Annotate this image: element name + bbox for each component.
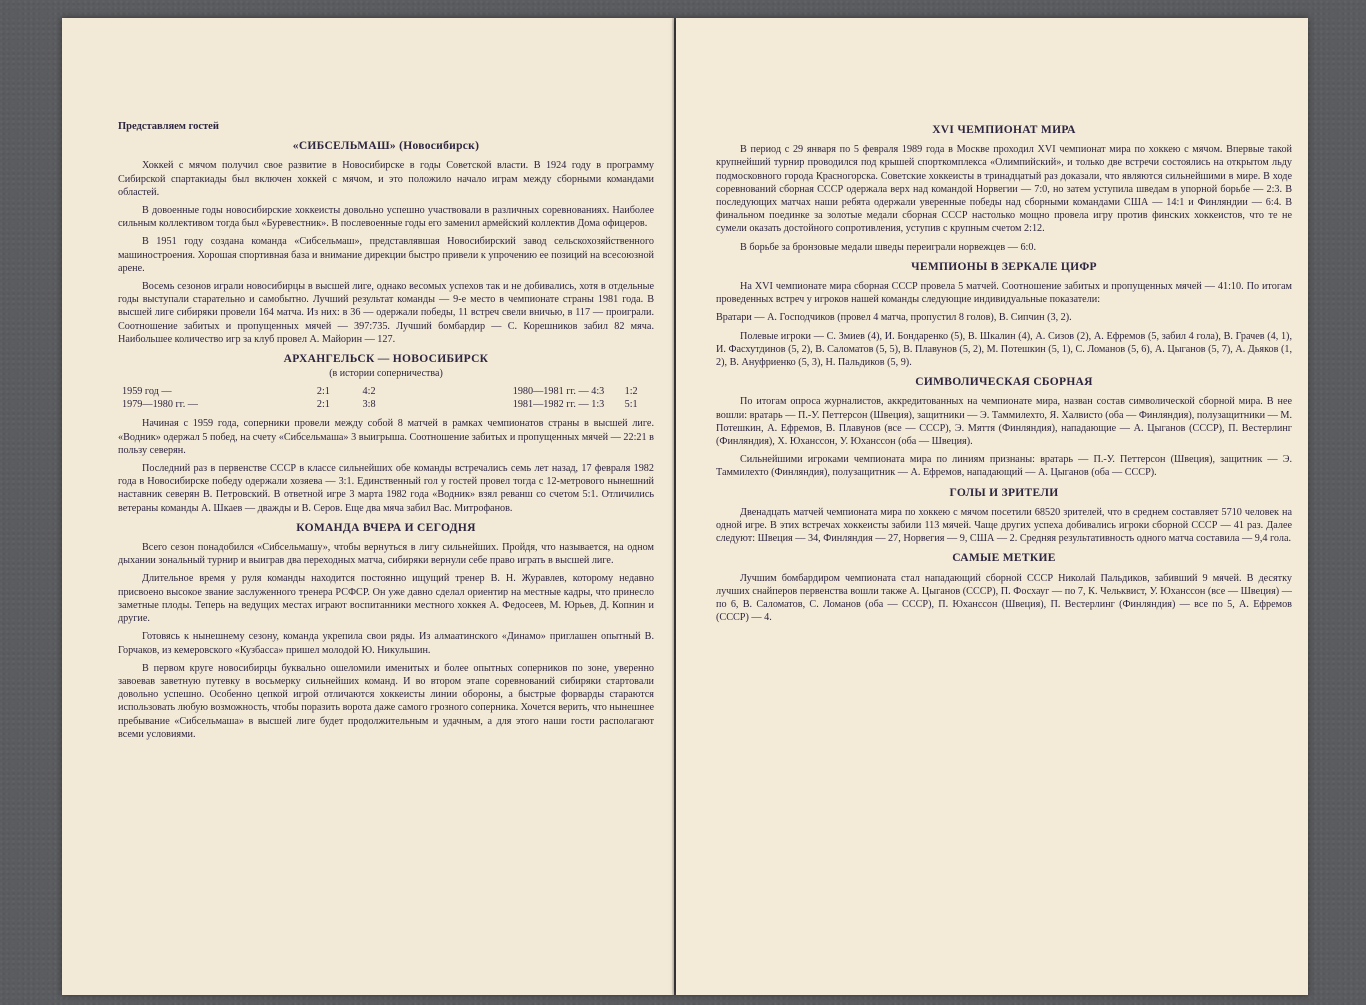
score-cell: 4:2: [362, 386, 376, 398]
paragraph: По итогам опроса журналистов, аккредитованных на чемпионате мира, назван состав символической сборной мира. В нее вошли: вратарь — П.-У. Петтерсон (Швеция), защитники — Э. Таммилехто, Я. Халвисто (оба — Финляндия), полузащитники — М. Потешкин, А. Ефремов, В. Плавунов (все — СССР), Э. Мяття (Финляндия), нападающие — А. Цыганов (СССР), П. Вестерлинг (Финляндия), Х. Юхансcон, У. Юхансcон (оба — Швеция).: [716, 396, 1292, 448]
paragraph: Последний раз в первенстве СССР в классе сильнейших обе команды встречались семь лет назад, 17 февраля 1982 года в Новосибирске победу одержали хозяева — 3:1. Единственный гол у гостей провел тогда с 12-метрового нынешний наставник северян В. Петровский. В ответной игре 3 марта 1982 года «Водник» взял реванш со счетом 5:1. Отличились ветераны команды А. Шкаев — дважды и В. Серов. Еще два мяча забил Вас. Митрофанов.: [118, 463, 654, 514]
paragraph: В довоенные годы новосибирские хоккеисты довольно успешно участвовали в различных соревнованиях. Наиболее сильным коллективом тогда был «Буревестник». В послевоенные годы его заменил армейский коллектив Дома офицеров.: [118, 205, 654, 230]
season-cell: 1959 год —: [122, 386, 172, 398]
paragraph: В борьбе за бронзовые медали шведы переиграли норвежцев — 6:0.: [740, 241, 1037, 253]
paragraph: Полевые игроки — С. Змиев (4), И. Бондаренко (5), В. Шкалин (4), А. Сизов (2), А. Ефремов (5, забил 4 гола), В. Грачев (4, 1), И. Фасхутдинов (5, 2), В. Саломатов (5, 5), В. Плавунов (5, 2), М. Потешкин (5, 1), С. Ломанов (5, 6), А. Цыганов (5, 7), А. Дьяков (1, 2), В. Ануфриенко (5, 3), Н. Пальдиков (5, 9).: [716, 330, 1292, 369]
history-subtitle: (в истории соперничества): [329, 368, 443, 380]
paragraph: Длительное время у руля команды находится постоянно ищущий тренер В. Н. Журавлев, которому недавно присвоено высокое звание заслуженного тренера РСФСР. Он уже давно сделал ориентир на местные кадры, что принесло заметные плоды. Теперь на ведущих местах играют воспитанники местного хоккея А. Федосеев, М. Юрьев, Д. Копнин и другие.: [118, 573, 654, 625]
paragraph: Двенадцать матчей чемпионата мира по хоккею с мячом посетили 68520 зрителей, что в среднем составляет 5710 человек на одной игре. В этих встречах хоккеисты забили 113 мячей. Чаще других успеха добивались игроки сборной СССР — 41 раз. Далее следуют: Швеция — 34, Финляндия — 27, Норвегия — 9, США — 2. Средняя результативность одного матча составила — 9,4 гола.: [716, 506, 1292, 545]
paragraph: Вратари — А. Господчиков (провел 4 матча, пропустил 8 голов), В. Сипчин (3, 2).: [716, 312, 1072, 324]
paragraph: Всего сезон понадобился «Сибсельмашу», чтобы вернуться в лигу сильнейших. Пройдя, что называется, на одном дыхании зональный турнир и выиграв два переходных матча, сибиряки вернули себе право играть в высшей лиге.: [118, 542, 654, 567]
symbolic-team-title: СИМВОЛИЧЕСКАЯ СБОРНАЯ: [915, 376, 1093, 389]
history-table: [118, 385, 654, 411]
score-cell: 2:1: [316, 399, 330, 411]
paragraph: В период с 29 января по 5 февраля 1989 года в Москве проходил XVI чемпионат мира по хоккею с мячом. Впервые такой крупнейший турнир проводился под крышей спорткомплекса «Олимпийский», и только две встречи состоялись на открытом льду подмосковного города Красногорска. Советские хоккеисты в тринадцатый раз доказали, что являются сильнейшими в мире. В ходе соревнований сборная СССР одержала верх над командой Норвегии — 7:0, но затем уступила шведам в упорной борьбе — 2:3. В последующих матчах наши ребята одержали уверенные победы над сборными командами США — 14:1 и Финляндии — 6:4. В финальном поединке за золотые медали сборная СССР настолько мощно провела игру против финских хоккеистов, что те не сумели оказать достойного сопротивления, уступив с крупным счетом 2:12.: [716, 144, 1292, 235]
team-history-title: КОМАНДА ВЧЕРА И СЕГОДНЯ: [296, 521, 476, 534]
left-column: [118, 120, 654, 741]
season-cell: 1981—1982 гг. — 1:3: [512, 399, 605, 411]
paragraph: Лучшим бомбардиром чемпионата стал нападающий сборной СССР Николай Пальдиков, забивший 9 мячей. В десятку лучших снайперов первенства вошли также А. Цыганов (СССР), П. Фосхауг — по 7, К. Чельквист, У. Юхансcон (все — Швеция) — по 6, В. Саломатов, С. Ломанов (оба — СССР), П. Юхансcон (Швеция), П. Вестерлинг (Финляндия) — все по 5, А. Ефремов (СССР) — 4.: [716, 572, 1292, 624]
team-title: «СИБСЕЛЬМАШ» (Новосибирск): [292, 140, 480, 153]
right-page: [676, 18, 1308, 995]
season-cell: 1980—1981 гг. — 4:3: [512, 386, 605, 398]
table-row: [118, 385, 654, 398]
world-championship-title: XVI ЧЕМПИОНАТ МИРА: [932, 124, 1076, 136]
score-cell: 3:8: [362, 399, 376, 411]
paragraph: Готовясь к нынешнему сезону, команда укрепила свои ряды. Из алмаатинского «Динамо» приглашен опытный В. Горчаков, из кемеровского «Кузбасса» пришел молодой Ю. Никульшин.: [118, 631, 654, 656]
left-page: [62, 18, 674, 995]
paragraph: Хоккей с мячом получил свое развитие в Новосибирске в годы Советской власти. В 1924 году в программу Сибирской спартакиады был включен хоккей с мячом, и это положило начало играм между сборными командами областей.: [118, 160, 654, 198]
section-kicker: Представляем гостей: [118, 121, 219, 132]
score-cell: 5:1: [624, 399, 638, 411]
scorers-title: САМЫЕ МЕТКИЕ: [952, 552, 1056, 565]
history-title: АРХАНГЕЛЬСК — НОВОСИБИРСК: [283, 353, 489, 366]
paragraph: На XVI чемпионате мира сборная СССР провела 5 матчей. Соотношение забитых и пропущенных мячей — 41:10. По итогам проведенных встреч у игроков нашей команды следующие индивидуальные показатели:: [716, 281, 1292, 306]
paragraph: В первом круге новосибирцы буквально ошеломили именитых и более опытных соперников по зоне, уверенно завоевав заветную путевку в восьмерку сильнейших команд. И во втором этапе соревнований сибиряки стартовали довольно успешно. Особенно цепкой игрой отличаются хоккеисты линии обороны, а быстрые форварды стараются использовать любую возможность, чтобы поразить ворота даже самого грозного соперника. Хочется верить, что нынешнее пребывание «Сибсельмаша» в высшей лиге будет продолжительным и удачным, а для этого наши гости располагают всеми условиями.: [118, 662, 654, 740]
paragraph: В 1951 году создана команда «Сибсельмаш», представлявшая Новосибирский завод сельскохозяйственного машиностроения. Хорошая спортивная база и внимание дирекции быстро привели к упрочению ее позиций на всесоюзной арене.: [118, 236, 654, 274]
figures-title: ЧЕМПИОНЫ В ЗЕРКАЛЕ ЦИФР: [911, 260, 1097, 273]
right-column: [716, 124, 1292, 625]
paragraph: Начиная с 1959 года, соперники провели между собой 8 матчей в рамках чемпионатов страны в высшей лиге. «Водник» одержал 5 побед, на счету «Сибсельмаша» 3 выигрыша. Соотношение забитых и пропущенных мячей — 22:21 в пользу северян.: [118, 418, 654, 456]
score-cell: 1:2: [624, 386, 638, 398]
goals-title: ГОЛЫ И ЗРИТЕЛИ: [949, 486, 1059, 499]
score-cell: 2:1: [316, 386, 330, 398]
season-cell: 1979—1980 гг. —: [122, 399, 198, 411]
table-row: [118, 398, 654, 411]
paragraph: Сильнейшими игроками чемпионата мира по линиям признаны: вратарь — П.-У. Петтерсон (Швеция), защитник — Э. Таммилехто (Финляндия), полузащитник — А. Ефремов, нападающий — А. Цыганов (оба — СССР).: [716, 454, 1292, 479]
paragraph: Восемь сезонов играли новосибирцы в высшей лиге, однако весомых успехов так и не добивались, хотя в отдельные годы выступали старательно и самобытно. Лучший результат команды — 9-е место в чемпионате страны 1981 года. В высшей лиге сибиряки провели 164 матча. Из них: в 36 — одержали победы, 11 встреч свели вничью, в 117 — проиграли. Соотношение забитых и пропущенных мячей — 397:735. Лучший бомбардир — С. Корешников забил 82 мяча. Наибольшее количество игр за клуб провел А. Майорин — 127.: [118, 281, 654, 345]
